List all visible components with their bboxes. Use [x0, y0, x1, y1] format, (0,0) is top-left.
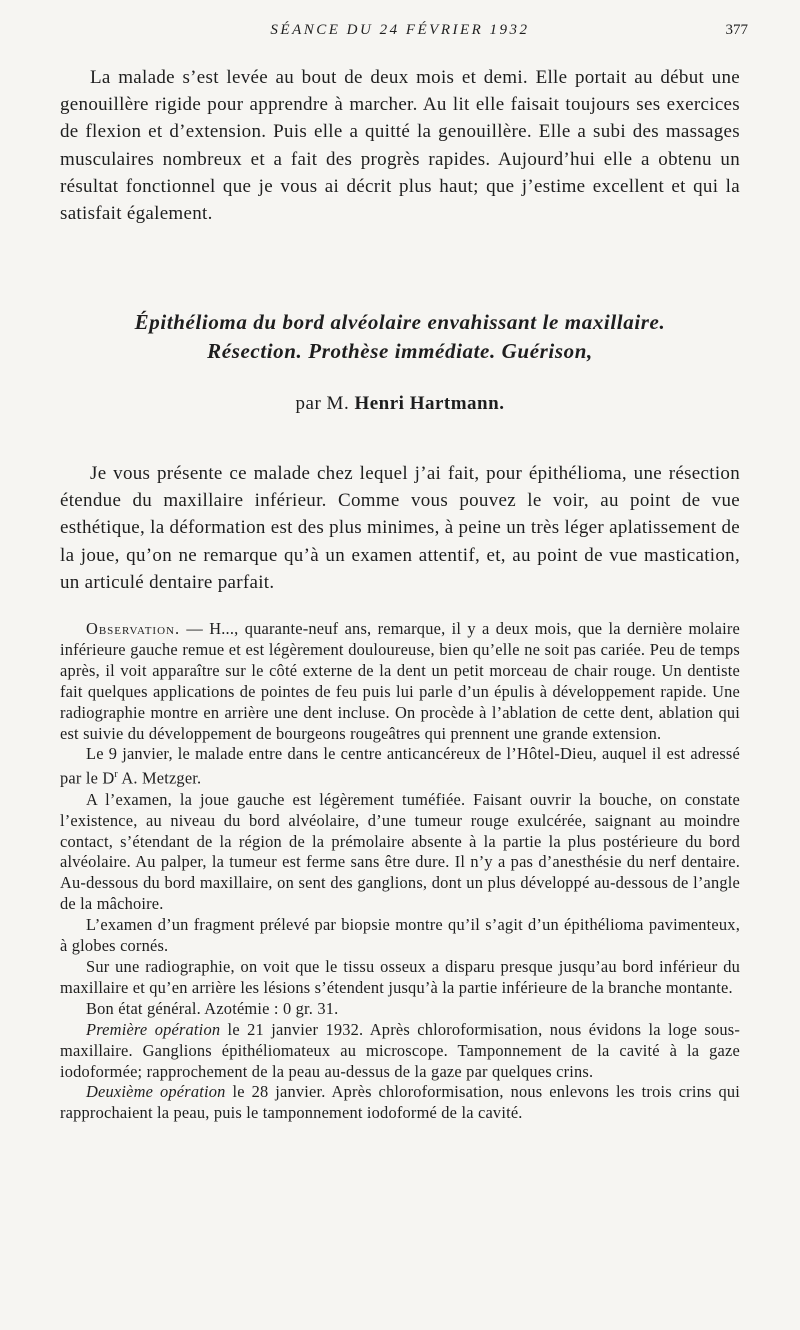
lead-section [60, 460, 740, 596]
observation-text-7: le 21 janvier 1932. Après chloroformisation, nous évidons la loge sous-maxillaire. Ganglions épithéliomateux au microscope. Tamponnement de la cavité à la gaze iodoformée; rapprochement de la peau au-dessus de la gaze par quelques crins. [60, 1019, 740, 1081]
intro-section [60, 64, 740, 227]
observation-paragraph-5: Sur une radiographie, on voit que le tissu osseux a disparu presque jusqu’au bord inférieur du maxillaire et qu’en arrière les lésions s’étendent jusqu’à la partie inférieure de la branche montante. [60, 956, 740, 997]
running-header [60, 22, 748, 44]
article-title [60, 308, 740, 366]
second-operation-label: Deuxième opération [86, 1082, 226, 1102]
article-byline [60, 393, 740, 415]
observation-paragraph-7 [60, 1020, 740, 1083]
observation-section [60, 619, 740, 1124]
observation-paragraph-4: L’examen d’un fragment prélevé par biopsie montre qu’il s’agit d’un épithélioma pavimenteux, à globes cornés. [60, 915, 740, 956]
running-title: SÉANCE DU 24 FÉVRIER 1932 [270, 22, 530, 38]
observation-paragraph-1 [60, 619, 740, 744]
page-number: 377 [725, 22, 748, 38]
byline-prefix: par M. [295, 393, 350, 414]
intro-paragraph: La malade s’est levée au bout de deux mois et demi. Elle portait au début une genouillère rigide pour apprendre à marcher. Au lit elle faisait toujours ses exercices de flexion et d’extension. Puis elle a quitté la genouillère. Elle a subi des massages musculaires nombreux et a fait des progrès rapides. Aujourd’hui elle a obtenu un résultat fonctionnel que je vous ai décrit plus haut; que j’estime excellent et qui la satisfait également. [60, 67, 740, 225]
article-title-line-1: Épithélioma du bord alvéolaire envahissant le maxillaire. [134, 310, 666, 334]
observation-paragraph-6: Bon état général. Azotémie : 0 gr. 31. [86, 998, 339, 1018]
doctor-abbrev-sup: r [114, 769, 118, 781]
observation-text-1: — H..., quarante-neuf ans, remarque, il y a deux mois, que la dernière molaire inférieure gauche remue et est légèrement douloureuse, bien qu’elle ne soit pas cariée. Peu de temps après, il voit apparaître sur le côté externe de la dent un petit morceau de chair rouge. Un dentiste fait quelques applications de pointes de feu puis lui parle d’un épulis à développement rapide. Une radiographie montre en arrière une dent incluse. On procède à l’ablation de cette dent, ablation qui est suivie du développement de bourgeons rougeâtres qui prennent une grande extension. [60, 619, 740, 743]
observation-text-2-end: A. Metzger. [117, 768, 202, 788]
observation-paragraph-8 [60, 1082, 740, 1124]
observation-label: Observation. [86, 619, 181, 638]
observation-text-8: le 28 janvier. Après chloroformisation, nous enlevons les trois crins qui rapprochaient la peau, puis le tamponnement iodoformé de la cavité. [60, 1082, 741, 1123]
byline-author: Henri Hartmann. [354, 393, 505, 414]
observation-paragraph-2 [60, 744, 740, 789]
observation-paragraph-3: A l’examen, la joue gauche est légèrement tuméfiée. Faisant ouvrir la bouche, on constate l’existence, au niveau du bord alvéolaire, d’une tumeur rouge exulcérée, saignant au moindre contact, s’étendant de la région de la prémolaire absente à la partie la plus postérieure du bord alvéolaire. Au palper, la tumeur est ferme sans être dure. Il n’y a pas d’anesthésie du nerf dentaire. Au-dessous du bord maxillaire, on sent des ganglions, dont un plus développé au-dessous de l’angle de la mâchoire. [60, 789, 740, 914]
first-operation-label: Première opération [86, 1019, 221, 1039]
lead-paragraph: Je vous présente ce malade chez lequel j’ai fait, pour épithélioma, une résection étendue du maxillaire inférieur. Comme vous pouvez le voir, au point de vue esthétique, la déformation est des plus minimes, à peine un très léger aplatissement de la joue, qu’on ne remarque qu’à un examen attentif, et, au point de vue mastication, un articulé dentaire parfait. [60, 463, 740, 593]
observation-text-2: Le 9 janvier, le malade entre dans le centre anticancéreux de l’Hôtel-Dieu, auquel il est adressé par le D [60, 744, 740, 788]
article-title-line-2: Résection. Prothèse immédiate. Guérison, [207, 339, 593, 363]
